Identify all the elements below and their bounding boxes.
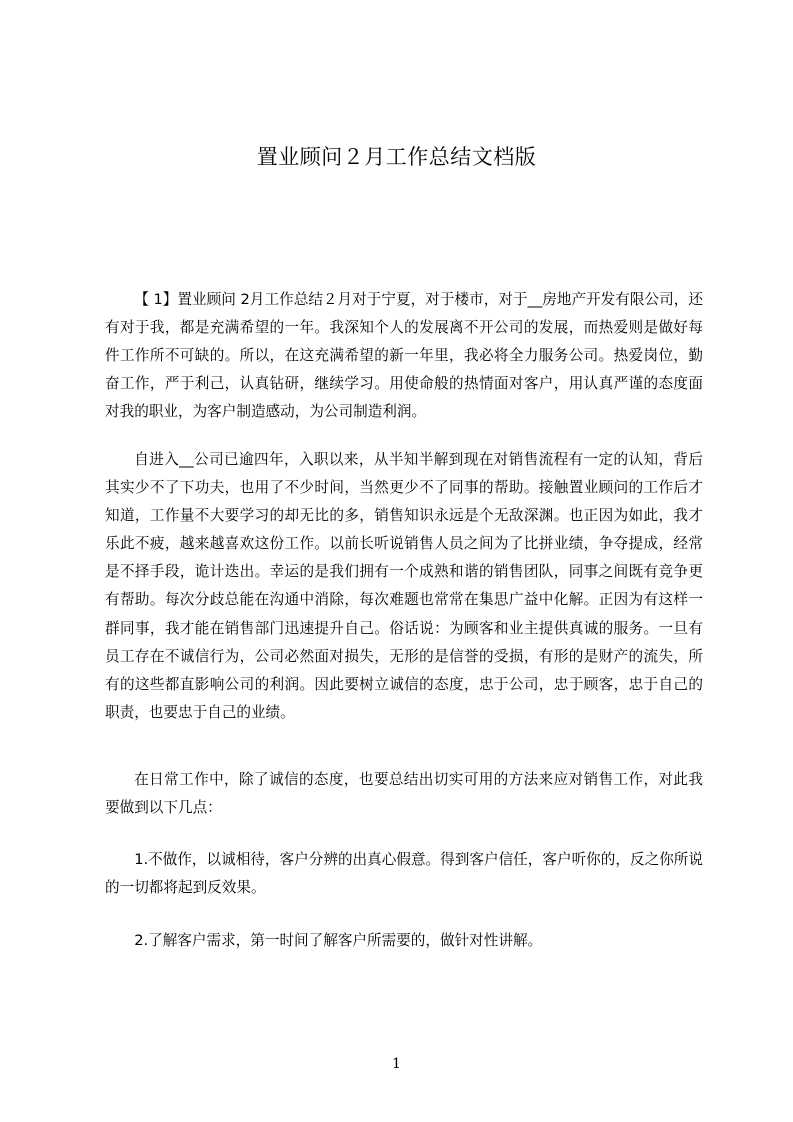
paragraph-point-1: 1.不做作，以诚相待，客户分辨的出真心假意。得到客户信任，客户听你的，反之你所说的一切都将起到反效果。 — [105, 851, 703, 897]
paragraph-methods-intro: 在日常工作中，除了诚信的态度，也要总结出切实可用的方法来应对销售工作，对此我要做到以下几点： — [105, 771, 703, 817]
page-number: 1 — [392, 1056, 401, 1072]
paragraph-intro: 【 1】置业顾问 2月工作总结２月对于宁夏，对于楼市，对于__房地产开发有限公司，还有对于我，都是充满希望的一年。我深知个人的发展离不开公司的发展，而热爱则是做好每件工作所不可缺的。所以，在这充满希望的新一年里，我必将全力服务公司。热爱岗位，勤奋工作，严于利己，认真钻研，继续学习。用使命般的热情面对客户，用认真严谨的态度面对我的职业，为客户制造感动，为公司制造利润。 — [105, 291, 703, 421]
paragraph-point-2: 2.了解客户需求，第一时间了解客户所需要的，做针对性讲解。 — [134, 932, 543, 949]
paragraph-experience: 自进入__公司已逾四年，入职以来，从半知半解到现在对销售流程有一定的认知，背后其实少不了下功夫，也用了不少时间，当然更少不了同事的帮助。接触置业顾问的工作后才知道，工作量不大要学习的却无比的多，销售知识永远是个无敌深渊。也正因为如此，我才乐此不疲，越来越喜欢这份工作。以前长听说销售人员之间为了比拼业绩，争夺提成，经常是不择手段，诡计迭出。幸运的是我们拥有一个成熟和谐的销售团队，同事之间既有竞争更有帮助。每次分歧总能在沟通中消除，每次难题也常常在集思广益中化解。正因为有这样一群同事，我才能在销售部门迅速提升自己。俗话说：为顾客和业主提供真诚的服务。一旦有员工存在不诚信行为，公司必然面对损失，无形的是信誉的受损，有形的是财产的流失，所有的这些都直影响公司的利润。因此要树立诚信的态度，忠于公司，忠于顾客，忠于自己的职责，也要忠于自己的业绩。 — [105, 451, 703, 721]
document-title: 置业顾问２月工作总结文档版 — [256, 145, 537, 169]
